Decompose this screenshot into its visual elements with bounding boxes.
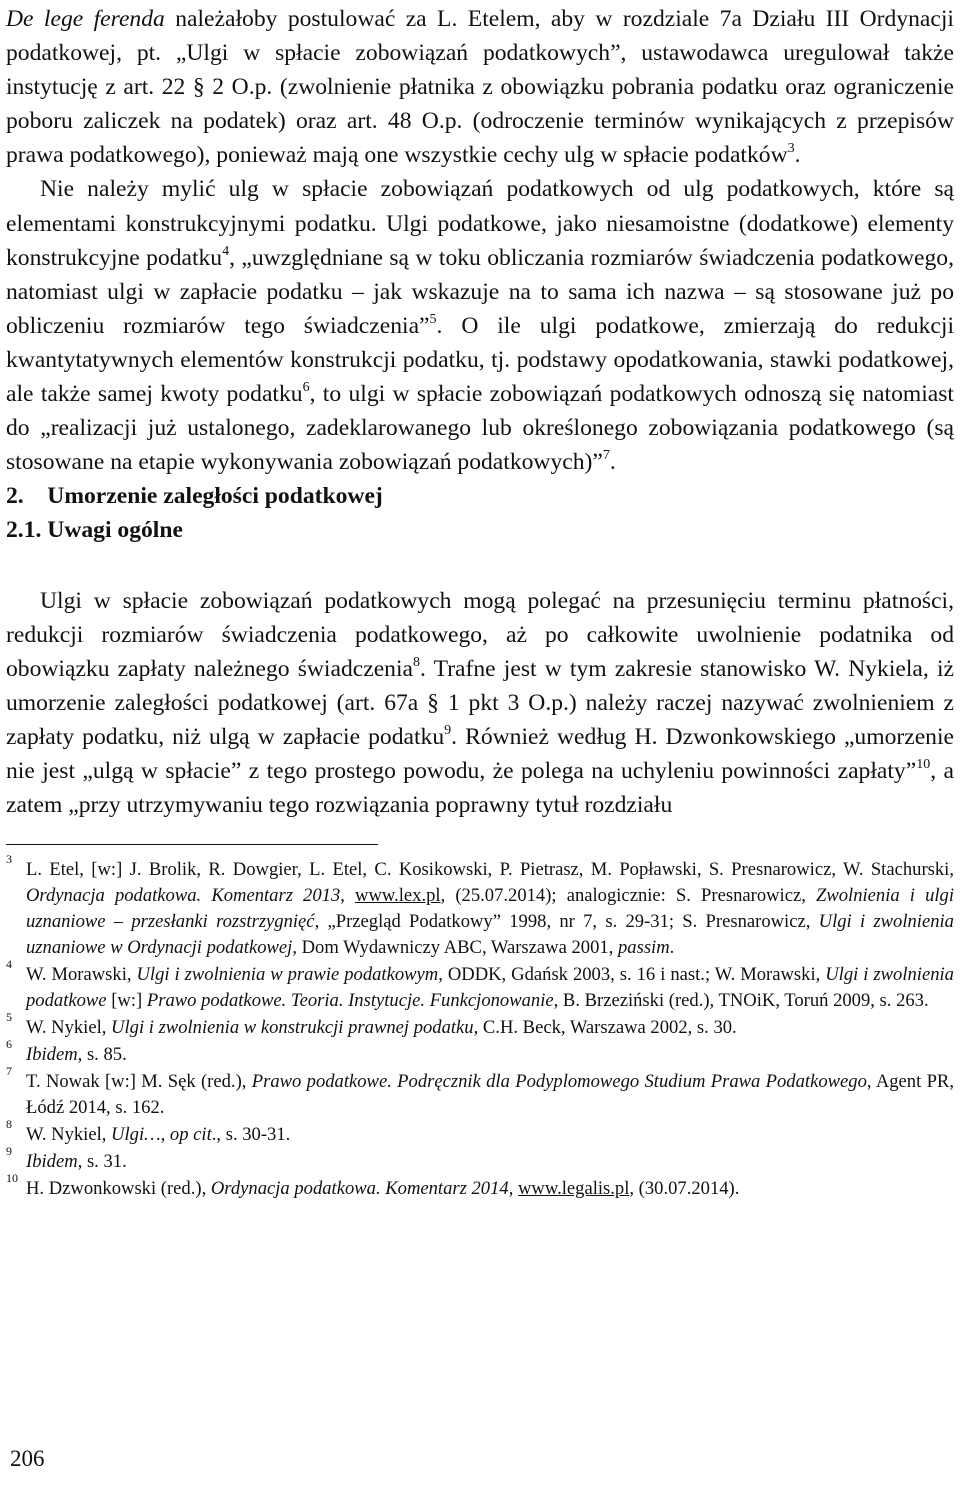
footnote — [6, 852, 954, 961]
italic-text: Ibidem — [26, 1044, 78, 1066]
text-run: , a zatem „przy utrzymywaniu tego rozwiązania poprawny tytuł rozdziału — [6, 757, 954, 819]
italic-text: Ulgi i zwolnienia uznaniowe w Ordynacji podatkowej — [26, 911, 954, 959]
text-run: . Również według H. Dzwonkowskiego „umorzenie nie jest „ulgą w spłacie” z tego prostego powodu, że polega na uchyleniu powinności zapłaty” — [6, 723, 954, 784]
footnote — [6, 1064, 954, 1121]
text-run: [w:] — [106, 990, 147, 1012]
text-run: . — [794, 142, 801, 169]
footnote-ref: 8 — [413, 654, 420, 670]
italic-text: Ulgi i zwolnienia podatkowe — [26, 964, 954, 1012]
text-run: L. Etel, [w:] J. Brolik, R. Dowgier, L. Etel, C. Kosikowski, P. Pietrasz, M. Popławski, S. Presnarowicz, W. Stachurski, — [26, 859, 954, 881]
text-run: T. Nowak [w:] M. Sęk (red.), — [26, 1071, 252, 1093]
text-run: , (25.07.2014); analogicznie: S. Presnarowicz, — [440, 885, 816, 907]
text-run: , (30.07.2014). — [629, 1178, 740, 1200]
text-run: Nie należy mylić ulg w spłacie zobowiązań podatkowych od ulg podatkowych, które są elementami konstrukcyjnymi podatku. Ulgi podatkowe, jako niesamoistne (dodatkowe) elementy konstrukcyjne podatku — [6, 176, 954, 271]
italic-text: Ulgi…, op cit — [111, 1124, 212, 1146]
url-text: www.legalis.pl — [518, 1178, 630, 1200]
footnote-number: 5 — [6, 1010, 12, 1025]
text-run: W. Morawski, — [26, 964, 137, 986]
italic-text: Ulgi i zwolnienia w konstrukcji prawnej podatku — [111, 1017, 474, 1039]
text-run: , „Przegląd Podatkowy” 1998, nr 7, s. 29-31; S. Presnarowicz, — [314, 911, 819, 933]
italic-text: Ulgi i zwolnienia w prawie podatkowym — [136, 964, 439, 986]
footnote-number: 9 — [6, 1144, 12, 1159]
paragraph-3 — [6, 584, 954, 823]
footnote — [6, 1144, 954, 1175]
footnote-ref: 4 — [222, 243, 230, 259]
footnote-number: 6 — [6, 1037, 12, 1052]
paragraph-2 — [6, 172, 954, 479]
footnote-text — [26, 1149, 954, 1175]
italic-text: Ordynacja podatkowa. Komentarz 2013 — [26, 885, 341, 907]
footnote-number: 3 — [6, 852, 12, 867]
text-run: ., s. 30-31. — [211, 1124, 291, 1146]
footnote-ref: 3 — [787, 141, 795, 157]
footnote-number: 4 — [6, 957, 12, 972]
footnote-text — [26, 1122, 954, 1148]
italic-text: Zwolnienia i ulgi uznaniowe – przesłanki rozstrzygnięć — [26, 885, 954, 933]
text-run: , s. 85. — [77, 1044, 127, 1066]
italic-text: Ibidem — [26, 1151, 78, 1173]
text-run: , „uwzględniane są w toku obliczania rozmiarów świadczenia podatkowego, natomiast ulgi w zapłacie podatku – jak wskazuje na to sama ich nazwa – są stosowane już po obliczeniu rozmiarów tego świadczenia” — [6, 244, 954, 339]
footnote — [6, 1037, 954, 1068]
footnote-text — [26, 1015, 954, 1041]
footnote-ref: 6 — [302, 380, 310, 396]
footnotes — [6, 852, 954, 1202]
paragraph-1 — [6, 0, 954, 172]
footnote-number: 8 — [6, 1117, 12, 1132]
text-run: H. Dzwonkowski (red.), — [26, 1178, 211, 1200]
text-run: , Agent PR, Łódź 2014, s. 162. — [26, 1071, 954, 1119]
footnote-separator — [6, 844, 378, 845]
footnote-ref: 9 — [444, 722, 452, 738]
footnote — [6, 1010, 954, 1041]
text-run: . O ile ulgi podatkowe, zmierzają do redukcji kwantytatywnych elementów konstrukcji podatku, tj. podstawy opodatkowania, stawki podatkowej, ale także samej kwoty podatku — [6, 312, 954, 408]
footnote-text — [26, 1176, 954, 1202]
footnote-text — [26, 962, 954, 1014]
text-run: , s. 31. — [77, 1151, 127, 1173]
italic-text: Prawo podatkowe. Teoria. Instytucje. Funkcjonowanie — [146, 990, 554, 1012]
text-run: . Trafne jest w tym zakresie stanowisko W. Nykiela, iż umorzenie zaległości podatkowej (art. 67a § 1 pkt 3 O.p.) należy raczej nazywać zwolnieniem z zapłaty podatku, niż ulgą w zapłacie podatku — [6, 655, 954, 750]
subsection-heading: 2.1. Uwagi ogólne — [6, 517, 183, 544]
text-run: , — [340, 885, 356, 907]
url-text: www.lex.pl — [355, 885, 441, 907]
footnote-ref: 5 — [429, 311, 437, 327]
text-run: W. Nykiel, — [26, 1124, 112, 1146]
text-run: , C.H. Beck, Warszawa 2002, s. 30. — [473, 1017, 737, 1039]
text-run: należałoby postulować za L. Etelem, aby w rozdziale 7a Działu III Ordynacji podatkowej, pt. „Ulgi w spłacie zobowiązań podatkowych”, ustawodawca uregulował także instytucję z art. 22 § 2 O.p. (zwolnienie płatnika z obowiązku pobrania podatku oraz ograniczenie poboru zaliczek na podatek) oraz art. 48 O.p. (odroczenie terminów wynikających z przepisów prawa podatkowego), ponieważ mają one wszystkie cechy ulg w spłacie podatków — [6, 6, 954, 169]
text-run: , to ulgi w spłacie zobowiązań podatkowych odnoszą się natomiast do „realizacji już ustalonego, zadeklarowanego lub określonego zobowiązania podatkowego (są stosowane na etapie wykonywania zobowiązań podatkowych)” — [6, 381, 954, 476]
text-run: , Dom Wydawniczy ABC, Warszawa 2001, — [292, 937, 618, 959]
text-run: W. Nykiel, — [26, 1017, 112, 1039]
italic-text: Prawo podatkowe. Podręcznik dla Podyplomowego Studium Prawa Podatkowego — [251, 1071, 867, 1093]
text-run: . — [609, 449, 616, 476]
footnote-ref: 7 — [602, 448, 610, 464]
footnote-text — [26, 857, 954, 961]
text-run: , — [508, 1178, 518, 1200]
footnote-text — [26, 1069, 954, 1121]
footnote-text — [26, 1042, 954, 1068]
italic-text: Ordynacja podatkowa. Komentarz 2014 — [210, 1178, 509, 1200]
italic-text: De lege ferenda — [6, 6, 165, 32]
page — [6, 0, 954, 1203]
footnote — [6, 1171, 954, 1202]
footnote-number: 10 — [6, 1171, 18, 1186]
footnote-number: 7 — [6, 1064, 12, 1079]
text-run: . — [669, 937, 675, 959]
footnote — [6, 1117, 954, 1148]
text-run: Ulgi w spłacie zobowiązań podatkowych mogą polegać na przesunięciu terminu płatności, redukcji rozmiarów świadczenia podatkowego, aż po całkowite uwolnienie podatnika od obowiązku zapłaty należnego świadczenia — [6, 587, 954, 682]
footnote — [6, 957, 954, 1014]
body-text — [6, 0, 954, 822]
footnote-ref: 10 — [916, 756, 931, 772]
page-number: 206 — [10, 1446, 45, 1471]
text-run: , ODDK, Gdańsk 2003, s. 16 i nast.; W. Morawski, — [438, 964, 826, 986]
section-heading: 2. Umorzenie zaległości podatkowej — [6, 483, 383, 510]
italic-text: passim — [617, 937, 670, 959]
text-run: , B. Brzeziński (red.), TNOiK, Toruń 2009, s. 263. — [553, 990, 929, 1012]
